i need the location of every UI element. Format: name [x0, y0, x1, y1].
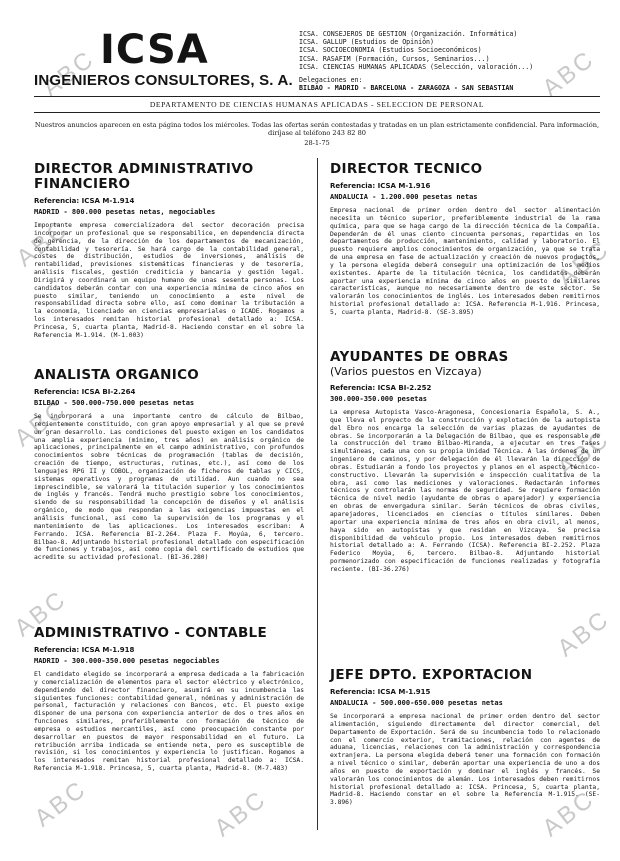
- ad-location-salary: ANDALUCIA - 1.200.000 pesetas netas: [330, 193, 478, 201]
- company-item: ICSA. CONSEJEROS DE GESTION (Organización. Informática): [299, 30, 518, 38]
- watermark-stamp: ABC: [9, 585, 73, 643]
- watermark-stamp: ABC: [29, 775, 93, 833]
- watermark-stamp: ABC: [37, 45, 101, 103]
- ad-reference: Referencia: ICSA M-1.916: [330, 182, 431, 190]
- ad-location-salary: ANDALUCIA - 500.000-650.000 pesetas netas: [330, 699, 503, 707]
- ad-location-salary: BILBAO - 500.000-750.000 pesetas netas: [34, 399, 195, 407]
- ad-location-salary: MADRID - 300.000-350.000 pesetas negociables: [34, 657, 220, 665]
- ad-body: Importante empresa comercializadora del sector decoración precisa incorporar un profesional que se responsabilice, en dependencia directa de gerencia, de la dirección de los departamentos de mecanización, contabilidad y tesorería. Se hará cargo de la contabilidad general, costes de distribución, estudios de inversiones, análisis de rentabilidad, previsiones sistemáticas financieras y de tesorería, análisis fiscales, gestión crediticia y bancaria y gestión legal. Dirigirá y coordinará un equipo humano de unas sesenta personas. Los candidatos deberán contar con una experiencia mínima de cinco años en puesto similar, teniendo un conocimiento a este nivel de responsabilidad directa sobre ello, así como dominar la tributación a la economía, licenciado en ciencias empresariales o ICADE. Rogamos a los interesados remitan historial profesional detallado a: ICSA. Princesa, 5, cuarta planta, Madrid-8. Haciendo constar en el sobre la Referencia M-1.914. (M-1.003): [34, 222, 304, 339]
- watermark-stamp: ABC: [552, 605, 616, 663]
- ad-reference: Referencia: ICSA M-1.915: [330, 688, 431, 696]
- company-item: ICSA. SOCIOECONOMIA (Estudios Socioeconómicos): [299, 46, 482, 55]
- ad-reference: Referencia: ICSA M-1.918: [34, 646, 135, 654]
- ad-reference: Referencia: ICSA BI-2.264: [34, 388, 136, 396]
- delegations-label: Delegaciones en:: [299, 76, 363, 85]
- department-banner: DEPARTAMENTO DE CIENCIAS HUMANAS APLICADAS - SELECCION DE PERSONAL: [34, 96, 600, 113]
- column-divider: [317, 158, 318, 830]
- company-item: ICSA. RASAFIM (Formación, Cursos, Seminarios...): [299, 54, 490, 63]
- delegations-cities: BILBAO - MADRID - BARCELONA - ZARAGOZA - SAN SEBASTIAN: [299, 84, 514, 93]
- ad-jefe-exportacion: [330, 668, 600, 807]
- ad-director-tecnico: [330, 162, 600, 317]
- ad-reference: Referencia: ICSA M-1.914: [34, 197, 135, 205]
- header: [34, 27, 600, 93]
- logo-subtitle: INGENIEROS CONSULTORES, S. A.: [34, 72, 293, 89]
- watermark-stamp: ABC: [209, 785, 273, 843]
- ad-location-salary: 300.000-350.000 pesetas: [330, 395, 427, 403]
- ad-location-salary: MADRID - 800.000 pesetas netas, negociables: [34, 208, 216, 216]
- ad-title: DIRECTOR TECNICO: [330, 161, 483, 177]
- ad-body: Se incorporará a una importante centro de cálculo de Bilbao, recientemente constituido, con gran apoyo empresarial y al que se prevé un gran desarrollo. Las condiciones del puesto exigen en los candidatos una amplia experiencia (mínimo, tres años) en análisis orgánico de aplicaciones, principalmente en el campo administrativo, con profundos conocimientos sobre técnicas de programación (tablas de decisión, creación de tiempo, estructuras, rutinas, etc.), así como de los lenguajes RPG II y COBOL, organización de ficheros de tablas y CICS, sistemas operativos y programas de utilidad. Aun cuando no sea imprescindible, se valorará la titulación superior y los conocimientos de inglés y francés. Tendrá mucho prestigio sobre los conocimientos, siendo de su responsabilidad la concepción de diseños y el análisis orgánico, de modo que respondan a las exigencias impuestas en el análisis funcional, así como la supervisión de los programas y el mantenimiento de las aplicaciones. Los interesados escriban: A Ferrando. ICSA. Referencia BI-2.264. Plaza F. Moyúa, 6, tercero. Bilbao-8. Adjuntando historial profesional detallado con especificación de funciones y trabajos, así como copia del certificado de estudios que acredite su actividad profesional. (BI-36.280): [34, 413, 304, 562]
- ad-administrativo-contable: [34, 626, 304, 773]
- publication-date: 28-1-75: [304, 139, 330, 147]
- company-item: ICSA. GALLUP (Estudios de Opinión): [299, 38, 434, 47]
- ad-title: JEFE DPTO. EXPORTACION: [330, 667, 533, 683]
- ad-subtitle: (Varios puestos en Vizcaya): [330, 365, 482, 378]
- ad-body: El candidato elegido se incorporará a empresa dedicada a la fabricación y comercialización de elementos para el sector eléctrico y electrónico, dependiendo del director financiero, asumirá en su incumbencia las siguientes funciones: contabilidad general, nóminas y administración de personal, facturación y relaciones con Bancos, etc. El puesto exige disponer de una persona con experiencia anterior de dos o tres años en funciones similares, preferiblemente con formación de técnico de empresa o estudios mercantiles, así como preocupación constante por desarrollar en puestos de mayor responsabilidad en el futuro. La retribución arriba indicada se entiende neta, pero es susceptible de revisión, si los conocimientos y experiencia lo justifican. Rogamos a los interesados remitan historial profesional detallado a: ICSA. Referencia M-1.918. Princesa, 5, cuarta planta, Madrid-8. (M-7.483): [34, 671, 304, 773]
- company-item: ICSA. CIENCIAS HUMANAS APLICADAS (Selección, valoración...): [299, 62, 534, 71]
- ad-body: Se incorporará a empresa nacional de primer orden dentro del sector alimentación, siguiendo directamente del director comercial, del Departamento de Exportación. Será de su incumbencia todo lo relacionado con el comercio exterior, tramitaciones, relación con agentes de aduana, licencias, relaciones con la administración y correspondencia extranjera. La persona elegida deberá tener una formación con formación a nivel técnico o similar, deberán aportar una experiencia de uno a dos años en puesto de exportación y dominar el inglés y francés. Se valorarán los conocimientos de alemán. Los interesados deben remitirnos historial profesional detallado a: ICSA. Princesa, 5, cuarta planta, Madrid-8. Haciendo constar en el sobre la Referencia M-1.915. (SE-3.896): [330, 713, 600, 807]
- watermark-stamp: ABC: [552, 425, 616, 483]
- ad-ayudantes-obras: [330, 350, 600, 574]
- logo: [34, 27, 293, 90]
- ad-body: Empresa nacional de primer orden dentro del sector alimentación necesita un técnico superior, preferiblemente industrial de la rama química, para que se haga cargo de la dirección técnica de la Compañía. Dependerán de él unas ciento cincuenta personas, repartidas en los departamentos de producción, mantenimiento, calidad y laboratorio. El puesto requiere amplios conocimientos de organización, ya que se trata de una empresa en fase de actualización y creación de nuevos productos, y la persona elegida deberá conseguir una optimización de los medios existentes. Aparte de la titulación técnica, los candidatos deberán aportar una experiencia mínima de cinco años en puesto de similares características, aunque no necesariamente dentro de este sector. Se valorarán los conocimientos de inglés. Los interesados deben remitirnos historial profesional detallado a: ICSA. Referencia M-1.916. Princesa, 5, cuarta planta, Madrid-8. (SE-3.895): [330, 207, 600, 316]
- ad-title: ADMINISTRATIVO - CONTABLE: [34, 625, 267, 641]
- watermark-stamp: ABC: [537, 45, 601, 103]
- watermark-stamp: ABC: [537, 785, 601, 843]
- ad-body: La empresa Autopista Vasco-Aragonesa, Concesionaria Española, S. A., que lleva el proyecto de la construcción y explotación de la autopista del Ebro nos encarga la selección de varias plazas de ayudantes de obras. Se incorporarán a la Delegación de Bilbao, que es responsable de la construcción del tramo Bilbao-Miranda, a ejecutar en tres fases simultáneas, cada una con su propia Unidad Técnica. A las órdenes de un ingeniero de caminos, y por delegación de él llevarán la dirección de obras. Estudiarán a fondo los proyectos y planos en el aspecto técnico-constructivo. Llevarán la supervisión e inspección cualitativa de la obra, así como las mediciones y valoraciones. Redactarán informes técnicos y controlarán las normas de seguridad. Se requiere formación técnica de nivel medio (ayudante de obras o aparejador) y experiencia en obras de envergadura similar. Serán técnicos de obras civiles, aparejadores, licenciados en ciencias o títulos similares. Deben aportar una experiencia mínima de tres años en obra civil, al menos, haya sido en autopistas y que residan en Vizcaya. Se precisa disponibilidad de vehículo propio. Los interesados deben remitirnos historial detallado a: A. Ferrando (ICSA). Referencia BI-2.252. Plaza Federico Moyúa, 6, tercero. Bilbao-8. Adjuntando historial pormenorizado con especificación de funciones realizadas y fotografía reciente. (BI-36.276): [330, 409, 600, 573]
- watermark-stamp: ABC: [9, 395, 73, 453]
- ad-analista-organico: [34, 368, 304, 562]
- ad-title: ANALISTA ORGANICO: [34, 367, 200, 383]
- intro-text: Nuestros anuncios aparecen en esta página todos los miércoles. Todas las ofertas serán contestadas y tratadas en un plan estrictamente confidencial. Para información, diríjase al teléfono 243 82 80: [34, 121, 600, 138]
- ad-title: DIRECTOR ADMINISTRATIVO FINANCIERO: [34, 161, 254, 192]
- logo-title: ICSA: [100, 27, 209, 73]
- ad-director-financiero: [34, 162, 304, 340]
- watermark-stamp: ABC: [11, 215, 75, 273]
- ad-reference: Referencia: ICSA BI-2.252: [330, 384, 432, 392]
- watermark-stamp: ABC: [552, 235, 616, 293]
- company-list: [299, 30, 599, 92]
- ad-title: AYUDANTES DE OBRAS: [330, 349, 509, 365]
